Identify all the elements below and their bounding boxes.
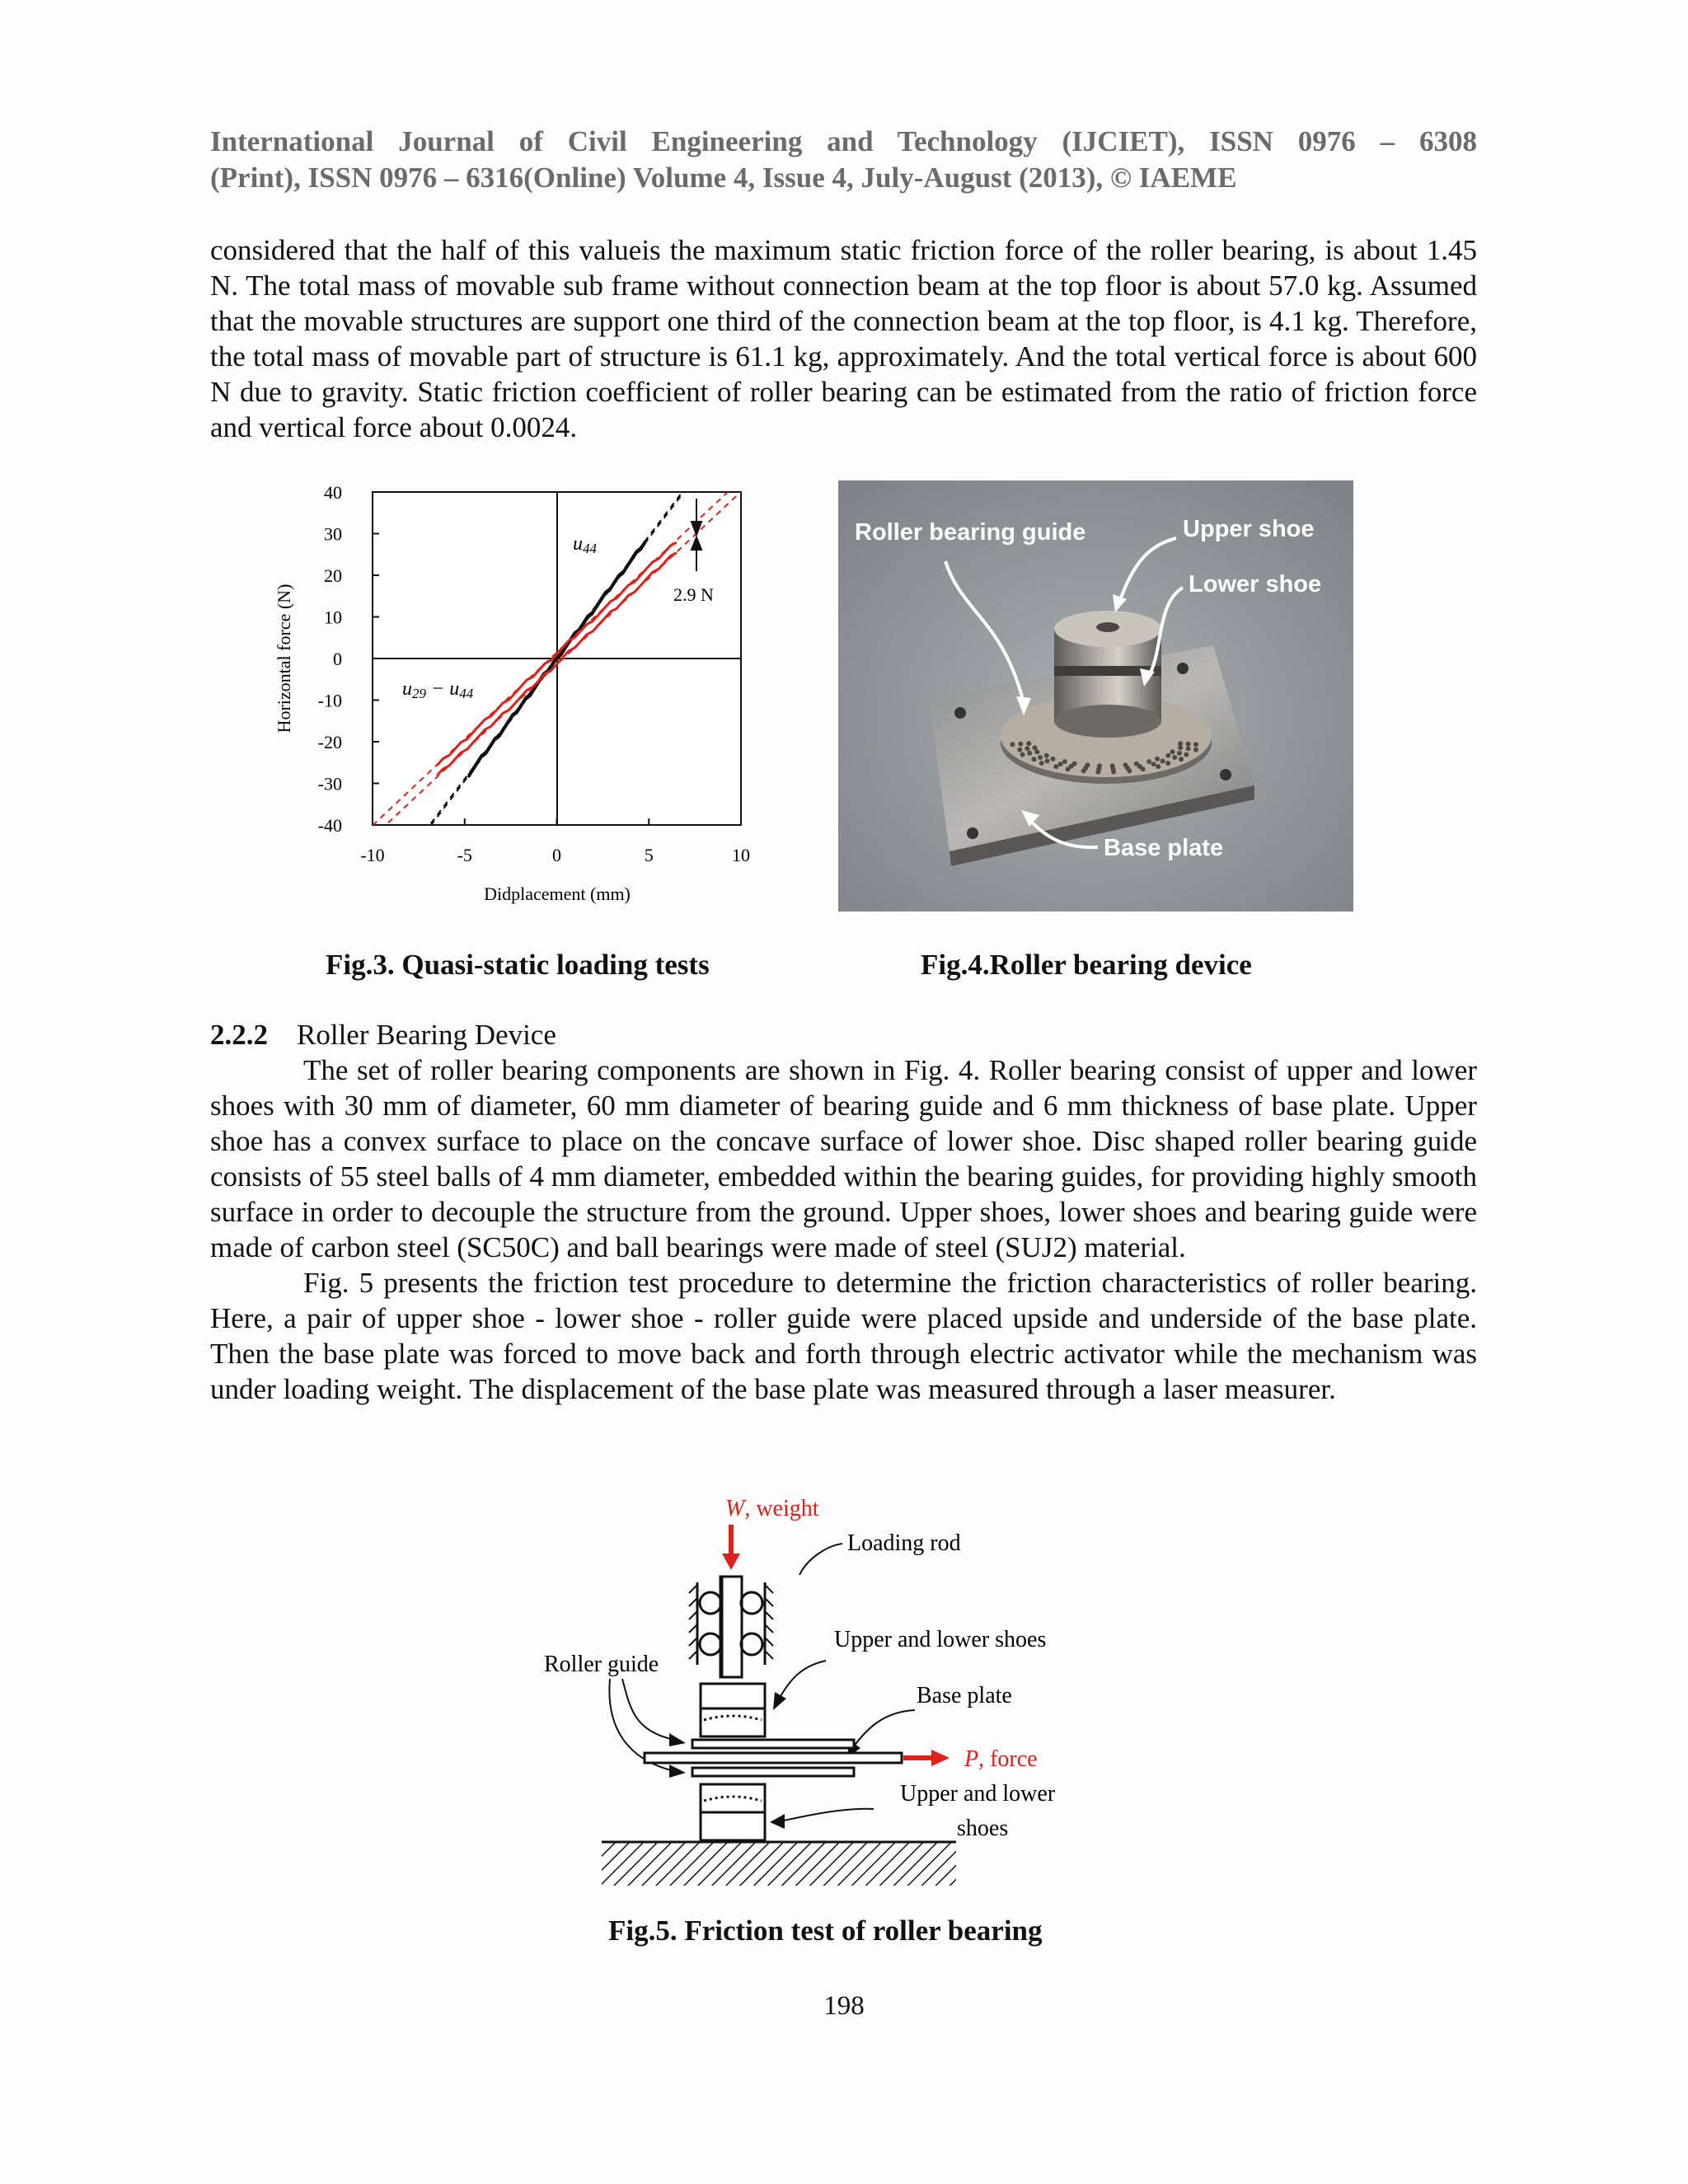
steel-ball <box>1010 742 1015 747</box>
label-upper-shoe: Upper shoe <box>1183 516 1315 542</box>
header-line-2: (Print), ISSN 0976 – 6316(Online) Volume 4, Issue 4, July-August (2013), © IAEME <box>210 162 1237 194</box>
steel-ball <box>1026 741 1031 746</box>
steel-ball <box>1039 761 1044 766</box>
label-lower-shoe: Lower shoe <box>1189 571 1322 598</box>
x-tick-label: 10 <box>732 845 750 865</box>
y-tick-label: 20 <box>324 565 342 586</box>
steel-ball <box>1053 764 1058 769</box>
loading-rod <box>697 1577 765 1677</box>
steel-ball <box>1111 770 1116 775</box>
steel-ball <box>1170 749 1175 754</box>
steel-ball <box>1186 746 1191 751</box>
paragraph-3: Fig. 5 presents the friction test procedure to determine the friction characteristics of roller bearing. Here, a pair of upper shoe - lower shoe - roller guide were placed upside and underside of the base plate. Then the base plate was forced to move back and forth through electric activator while the mechanism was under loading weight. The displacement of the base plate was measured through a laser measurer. <box>210 1267 1477 1405</box>
roller-guide-label: Roller guide <box>544 1652 659 1677</box>
journal-header <box>210 124 1477 196</box>
y-tick-label: 40 <box>324 482 342 503</box>
steel-ball <box>1193 748 1198 752</box>
weight-arrow <box>722 1525 740 1570</box>
steel-ball <box>1066 766 1071 771</box>
y-tick-label: 0 <box>333 649 342 669</box>
label-roller-bearing-guide: Roller bearing guide <box>855 519 1086 546</box>
fig5-caption: Fig.5. Friction test of roller bearing <box>608 1915 1043 1947</box>
x-axis-label: Didplacement (mm) <box>484 883 631 904</box>
fig3-caption: Fig.3. Quasi-static loading tests <box>326 949 710 981</box>
fig3-chart <box>264 474 775 919</box>
steel-ball <box>1018 742 1023 747</box>
paragraph-2: The set of roller bearing components are shown in Fig. 4. Roller bearing consist of upper and lower shoes with 30 mm of diameter, 60 mm diameter of bearing guide and 6 mm thickness of base plate. Upper shoe has a convex surface to place on the concave surface of lower shoe. Disc shaped roller bearing guide consists of 55 steel balls of 4 mm diameter, embedded within the bearing guides, for providing highly smooth surface in order to decouple the structure from the ground. Upper shoes, lower shoes and bearing guide were made of carbon steel (SC50C) and ball bearings were made of steel (SUJ2) material. <box>210 1054 1477 1263</box>
y-tick-label: 10 <box>324 607 342 628</box>
upper-lower-top-leader <box>780 1661 826 1698</box>
section-title: Roller Bearing Device <box>297 1019 556 1051</box>
paragraph-1: considered that the half of this valueis the maximum static friction force of the roller bearing, is about 1.45 N. The total mass of movable sub frame without connection beam at the top floor is about 57.0 kg. Assumed that the movable structures are support one third of the connection beam at the top floor, is 4.1 kg. Therefore, the total mass of movable part of structure is 61.1 kg, approximately. And the total vertical force is about 600 N due to gravity. Static friction coefficient of roller bearing can be estimated from the ratio of friction force and vertical force about 0.0024. <box>210 234 1477 443</box>
steel-ball <box>1027 751 1032 756</box>
y-tick-label: -40 <box>317 815 342 836</box>
label-u44: u44 <box>573 533 597 556</box>
steel-ball <box>1186 742 1191 747</box>
steel-ball <box>1151 762 1156 766</box>
steel-ball <box>1141 766 1146 771</box>
steel-ball <box>1032 757 1037 762</box>
upper-lower-bottom-label-1: Upper and lower <box>900 1781 1056 1807</box>
x-tick-label: 0 <box>552 845 561 865</box>
y-axis-label: Horizontal force (N) <box>274 583 294 733</box>
steel-ball <box>1050 757 1055 762</box>
upper-lower-bottom-arrowhead <box>770 1814 785 1829</box>
steel-ball <box>1155 757 1160 762</box>
offset-label: 2.9 N <box>673 584 714 605</box>
y-tick-label: 30 <box>324 523 342 545</box>
steel-ball <box>1095 770 1100 775</box>
force-label: P, force <box>964 1746 1038 1772</box>
y-tick-label: -20 <box>317 732 342 752</box>
base-plate-label: Base plate <box>917 1683 1012 1708</box>
steel-ball <box>1146 759 1151 764</box>
steel-ball <box>1127 768 1132 773</box>
steel-ball <box>1020 752 1025 757</box>
steel-ball <box>1178 745 1183 750</box>
x-tick-label: 5 <box>644 845 654 865</box>
steel-ball <box>1172 755 1177 760</box>
steel-ball <box>1081 768 1086 773</box>
y-tick-labels <box>318 482 342 836</box>
page-number: 198 <box>823 1991 865 2021</box>
steel-ball <box>1184 752 1189 757</box>
steel-ball <box>1025 746 1029 751</box>
loading-rod-label: Loading rod <box>847 1530 961 1556</box>
y-tick-label: -10 <box>317 690 342 711</box>
upper-lower-bottom-leader <box>780 1809 874 1821</box>
steel-ball <box>1165 753 1170 758</box>
weight-label: W, weight <box>725 1496 819 1521</box>
x-tick-labels <box>360 845 750 865</box>
upper-lower-shoes-top-label: Upper and lower shoes <box>834 1627 1047 1652</box>
steel-ball <box>1160 758 1165 763</box>
steel-ball <box>1156 764 1160 769</box>
steel-ball <box>1193 742 1198 747</box>
loading-rod-leader <box>799 1544 842 1575</box>
fig4-caption: Fig.4.Roller bearing device <box>921 949 1252 981</box>
label-u29-minus-u44: u29 − u44 <box>402 678 474 701</box>
base-plate-leader <box>853 1710 915 1747</box>
steel-ball <box>1033 745 1038 750</box>
steel-ball <box>1038 755 1043 760</box>
steel-ball <box>1017 748 1022 752</box>
label-base-plate: Base plate <box>1104 835 1224 861</box>
steel-ball <box>1178 741 1183 746</box>
steel-ball <box>1062 759 1067 764</box>
header-line-1: International Journal of Civil Engineering and Technology (IJCIET), ISSN 0976 – 6308 <box>210 125 1477 157</box>
steel-ball <box>1179 757 1184 762</box>
y-tick-label: -30 <box>317 773 342 794</box>
steel-ball <box>1165 761 1170 766</box>
upper-lower-bottom-label-2: shoes <box>957 1816 1009 1841</box>
x-tick-label: -10 <box>360 845 385 865</box>
body-text <box>210 1052 1477 1407</box>
section-number: 2.2.2 <box>210 1019 268 1051</box>
upper-shoe-assembly <box>701 1684 765 1736</box>
section-heading <box>210 1017 556 1052</box>
force-arrow <box>903 1750 950 1766</box>
fig4-photo <box>838 480 1353 912</box>
upper-lower-top-arrowhead <box>773 1692 786 1710</box>
x-tick-label: -5 <box>457 845 472 865</box>
steel-ball <box>1044 753 1049 758</box>
steel-ball <box>1058 762 1063 766</box>
steel-ball <box>1177 751 1182 756</box>
fig5-diagram <box>528 1496 1104 1900</box>
ground <box>602 1842 956 1886</box>
guides-and-base-plate <box>645 1740 902 1776</box>
steel-ball <box>1045 758 1050 763</box>
lower-shoe-assembly <box>701 1784 765 1840</box>
